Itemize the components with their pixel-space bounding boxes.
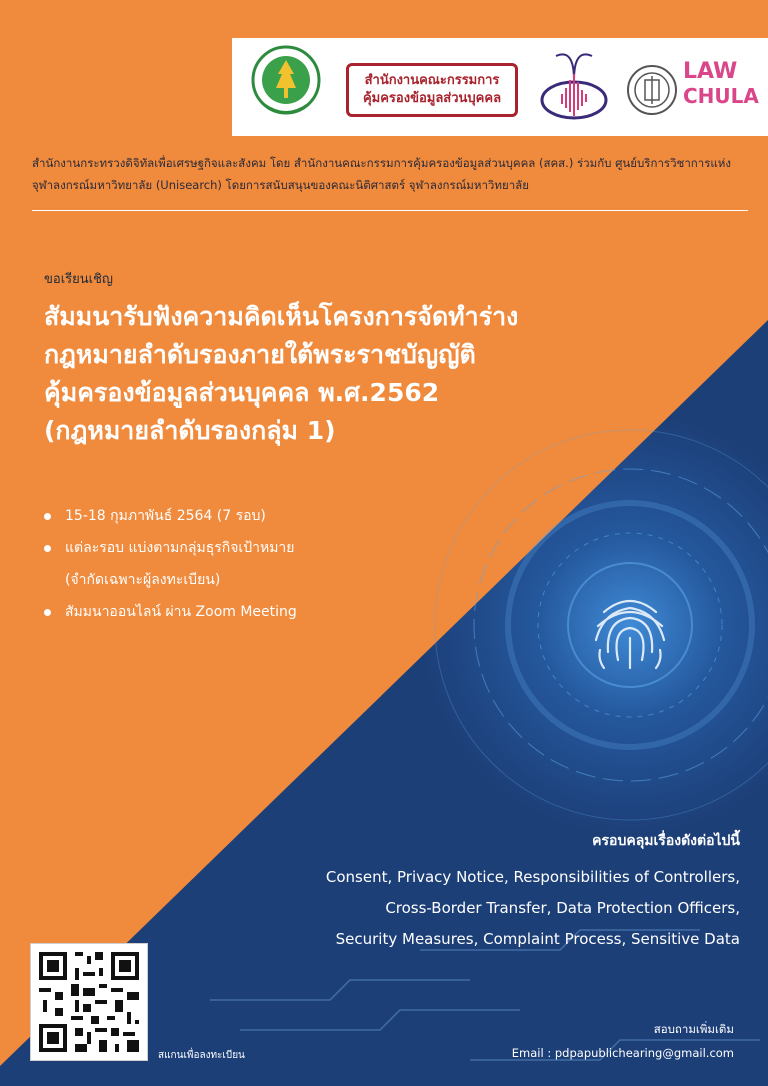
topics-list (326, 862, 740, 955)
topics-line: Consent, Privacy Notice, Responsibilities of Controllers, (325, 868, 740, 886)
law-chula-line2: CHULA (683, 84, 759, 108)
topics-line: Cross-Border Transfer, Data Protection Officers, (385, 899, 740, 917)
topics-heading: ครอบคลุมเรื่องดังต่อไปนี้ (592, 833, 740, 849)
ministry-logo (250, 44, 322, 130)
bullet-item (44, 500, 297, 532)
bullet-item (44, 596, 297, 628)
pdpc-logo-line2: คุ้มครองข้อมูลส่วนบุคคล (362, 91, 502, 106)
contact-email[interactable]: Email : pdpapublichearing@gmail.com (511, 1046, 734, 1060)
bullet-dot-icon (44, 609, 51, 616)
title-line: กฎหมายลำดับรองภายใต้พระราชบัญญัติ (44, 340, 476, 369)
organizer-intro: สำนักงานกระทรวงดิจิทัลเพื่อเศรษฐกิจและสังคม โดย สำนักงานคณะกรรมการคุ้มครองข้อมูลส่วนบุคคล (สคส.) ร่วมกับ ศูนย์บริการวิชาการแห่งจุฬาลงกรณ์มหาวิทยาลัย (Unisearch) โดยการสนับสนุนของคณะนิติศาสตร์ จุฬาลงกรณ์มหาวิทยาลัย (32, 156, 732, 192)
scan-to-register-label: สแกนเพื่อลงทะเบียน (158, 1050, 245, 1061)
pdpc-logo (346, 63, 518, 117)
intro-divider (32, 210, 748, 211)
topics-line: Security Measures, Complaint Process, Sensitive Data (335, 930, 740, 948)
chula-seal-logo (626, 64, 678, 116)
sound-wave-logo (536, 50, 612, 126)
bullet-item (44, 532, 297, 564)
registration-qr-code[interactable] (30, 943, 148, 1061)
law-chula-logo (683, 60, 759, 108)
title-line: สัมมนารับฟังความคิดเห็นโครงการจัดทำร่าง (44, 302, 519, 331)
law-chula-line1: LAW (683, 59, 738, 84)
bullet-dot-icon (44, 513, 51, 520)
seminar-title (44, 298, 724, 450)
title-line: คุ้มครองข้อมูลส่วนบุคคล พ.ศ.2562 (44, 378, 440, 407)
contact-heading: สอบถามเพิ่มเติม (653, 1022, 734, 1036)
bullet-continuation: (จำกัดเฉพาะผู้ลงทะเบียน) (65, 572, 221, 588)
title-line: (กฎหมายลำดับรองกลุ่ม 1) (44, 416, 336, 445)
bullet-dot-icon (44, 545, 51, 552)
bullet-date: 15-18 กุมภาพันธ์ 2564 (7 รอบ) (65, 508, 266, 524)
bullet-online: สัมมนาออนไลน์ ผ่าน Zoom Meeting (65, 604, 297, 620)
pdpc-logo-line1: สำนักงานคณะกรรมการ (364, 73, 500, 88)
bullet-rounds: แต่ละรอบ แบ่งตามกลุ่มธุรกิจเป้าหมาย (65, 540, 295, 556)
event-details (44, 500, 297, 628)
invite-label: ขอเรียนเชิญ (44, 272, 113, 287)
